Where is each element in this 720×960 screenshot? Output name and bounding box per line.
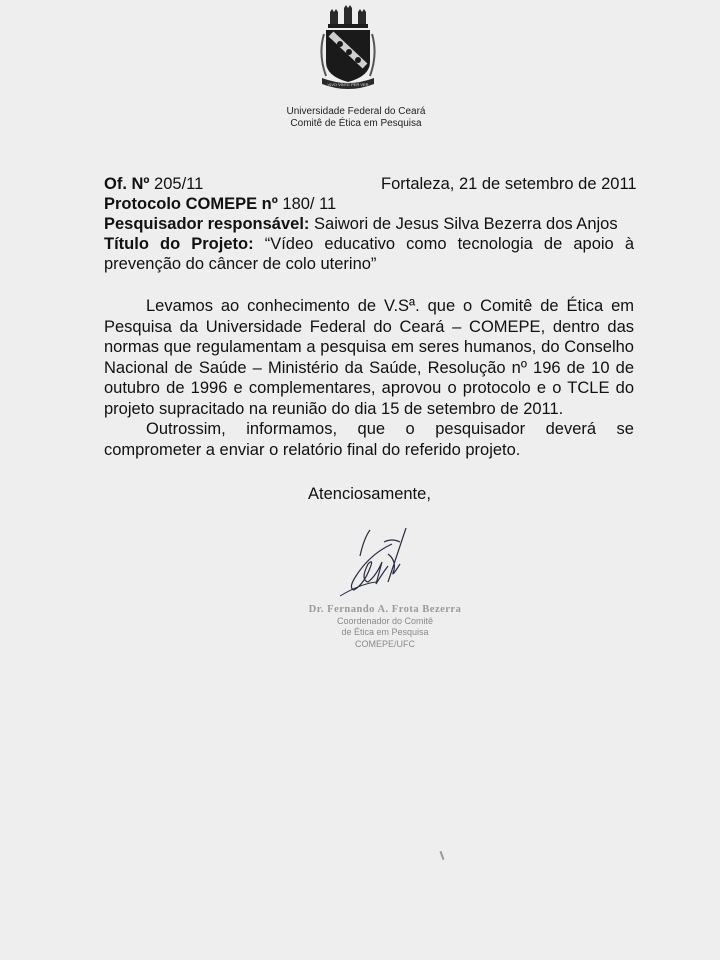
committee-name: Comitê de Ética em Pesquisa [290,118,422,129]
stamp-name: Dr. Fernando A. Frota Bezerra [308,604,462,615]
office-label: Of. Nº [104,175,150,193]
project-title: “Vídeo educativo como tecnologia de apoio à prevenção do câncer de colo uterino” [104,235,635,273]
stamp-line-3: COMEPE/UFC [354,638,415,649]
university-seal-icon [318,4,378,92]
protocol-number: 180/ 11 [282,195,337,213]
researcher-line [104,214,618,234]
closing-salutation: Atenciosamente, [308,485,431,503]
project-label: Título do Projeto: [104,235,254,253]
project-title-line [104,234,634,274]
protocol-line [104,194,336,214]
institution-name: Universidade Federal do Ceará [286,106,426,117]
researcher-label: Pesquisador responsável: [104,215,310,233]
letter-date: Fortaleza, 21 de setembro de 2011 [381,175,637,193]
body-paragraph-1: Levamos ao conhecimento de V.Sª. que o Comitê de Ética em Pesquisa da Universidade Federal do Ceará – COMEPE, dentro das normas que regulamentam a pesquisa em seres humanos, do Conselho Nacional de Saúde – Ministério da Saúde, Resolução nº 196 de 10 de outubro de 1996 e complementares, aprovou o protocolo e o TCLE do projeto supracitado na reunião do dia 15 de setembro de 2011. [104,297,634,418]
office-number: 205/11 [154,175,204,193]
stamp-line-1: Coordenador do Comitê [336,615,434,626]
svg-text:VIVO VINTE PER VER: VIVO VINTE PER VER [327,82,369,87]
protocol-label: Protocolo COMEPE nº [104,195,278,213]
office-number-line [104,174,203,194]
stamp-line-2: de Ética em Pesquisa [341,627,429,637]
signature-stamp [300,604,470,650]
researcher-name: Saiwori de Jesus Silva Bezerra dos Anjos [314,215,618,233]
letter-body [104,296,634,460]
body-paragraph-2: Outrossim, informamos, que o pesquisador deverá se comprometer a enviar o relatório final do referido projeto. [104,420,634,459]
scan-mark [440,851,445,860]
handwritten-signature [330,524,420,604]
